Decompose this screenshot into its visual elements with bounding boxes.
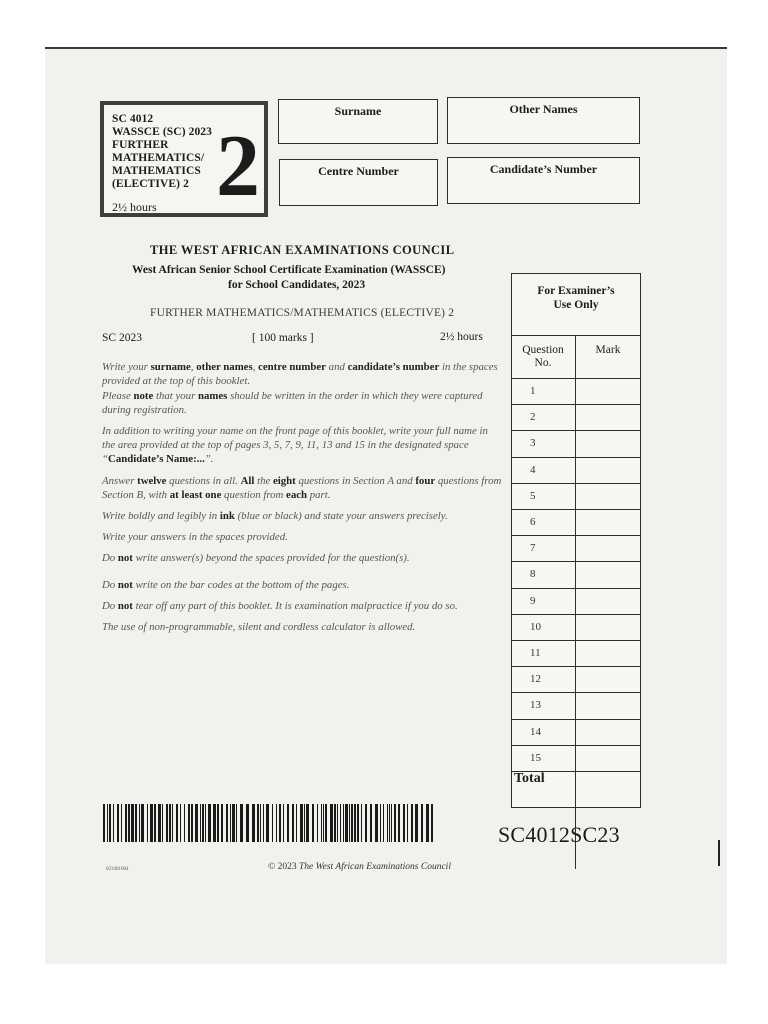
question-number: 2	[530, 411, 536, 424]
table-row-divider	[512, 404, 640, 405]
table-row-divider	[512, 745, 640, 746]
question-number: 15	[530, 751, 541, 764]
exam-title: West African Senior School Certificate Examination (WASSCE)	[132, 264, 446, 276]
mark-cell[interactable]	[578, 747, 638, 769]
copyright-line: © 2023 The West African Examinations Council	[268, 862, 451, 872]
code-line: FURTHER	[112, 139, 169, 151]
exam-code: SC 2023	[102, 332, 142, 344]
code-line: SC 4012	[112, 113, 154, 125]
mark-cell[interactable]	[578, 563, 638, 585]
table-row-divider	[512, 614, 640, 615]
page-edge-mark	[718, 840, 720, 866]
question-number: 6	[530, 516, 536, 528]
other-names-field[interactable]	[447, 97, 640, 144]
candidate-number-label: Candidate’s Number	[489, 162, 598, 176]
table-row-divider	[512, 509, 640, 510]
question-number: 11	[530, 647, 541, 659]
mark-cell[interactable]	[578, 694, 638, 716]
question-number: 10	[530, 620, 541, 633]
candidate-number-field[interactable]	[447, 157, 640, 204]
code-line: MATHEMATICS	[112, 165, 201, 177]
question-no-header: Question No.	[522, 344, 564, 369]
instruction-7: Do not write answer(s) beyond the spaces provided for the question(s).	[102, 552, 410, 564]
mark-cell[interactable]	[578, 406, 638, 428]
question-number: 13	[530, 699, 541, 712]
question-number: 1	[530, 385, 536, 397]
mark-cell[interactable]	[578, 590, 638, 612]
mark-cell[interactable]	[578, 537, 638, 559]
instruction-1: Write your surname, other names, centre number and candidate’s number in the spaces provided at the top of this booklet.	[102, 361, 498, 387]
small-code: 023401004	[106, 867, 129, 872]
mark-cell[interactable]	[578, 485, 638, 507]
mark-cell[interactable]	[578, 380, 638, 402]
table-row-divider	[512, 692, 640, 693]
subject-title: FURTHER MATHEMATICS/MATHEMATICS (ELECTIVE) 2	[150, 307, 455, 319]
centre-number-label: Centre Number	[318, 164, 399, 178]
duration-label: 2½ hours	[112, 200, 157, 214]
barcode	[103, 804, 433, 842]
table-row-divider	[512, 535, 640, 536]
question-number: 9	[530, 594, 536, 607]
mark-cell[interactable]	[578, 459, 638, 481]
mark-cell[interactable]	[578, 642, 638, 664]
instruction-9: Do not tear off any part of this booklet. It is examination malpractice if you do so.	[102, 600, 458, 612]
question-number: 5	[530, 489, 536, 502]
examiner-use-table	[511, 273, 641, 808]
surname-label: Surname	[334, 104, 382, 118]
total-marks: [ 100 marks ]	[252, 332, 314, 344]
centre-number-field[interactable]	[279, 159, 438, 206]
council-title: THE WEST AFRICAN EXAMINATIONS COUNCIL	[150, 243, 455, 257]
instruction-10: The use of non-programmable, silent and cordless calculator is allowed.	[102, 621, 416, 633]
paper-code-box	[100, 101, 268, 217]
instruction-2: Please note that your names should be written in the order in which they were captured during registration.	[102, 390, 483, 416]
paper-number: 2	[216, 118, 260, 215]
exam-duration: 2½ hours	[440, 331, 483, 343]
table-row-divider	[512, 483, 640, 484]
table-row-divider	[512, 588, 640, 589]
instruction-6: Write your answers in the spaces provided.	[102, 531, 288, 543]
code-line: WASSCE (SC) 2023	[112, 126, 213, 138]
question-number: 4	[530, 463, 536, 476]
surname-field[interactable]	[278, 99, 438, 144]
instruction-3: In addition to writing your name on the front page of this booklet, write your full name in the area provided at the top of pages 3, 5, 7, 9, 11, 13 and 15 in the designated space “Candidate’s Name:...”.	[102, 425, 488, 465]
mark-cell[interactable]	[578, 721, 638, 743]
total-label: Total	[514, 771, 545, 786]
table-row-divider	[512, 378, 640, 379]
examiner-table-header	[512, 274, 640, 336]
table-row-divider	[512, 666, 640, 667]
instruction-5: Write boldly and legibly in ink (blue or black) and state your answers precisely.	[102, 510, 448, 522]
table-row-divider	[512, 640, 640, 641]
instruction-4: Answer twelve questions in all. All the eight questions in Section A and four questions from Section B, with at least one question from each part.	[102, 475, 502, 501]
examiner-title: For Examiner’s Use Only	[537, 285, 615, 311]
exam-subtitle: for School Candidates, 2023	[228, 279, 366, 291]
mark-cell[interactable]	[578, 668, 638, 690]
question-number: 12	[530, 673, 541, 686]
question-number: 7	[530, 542, 536, 555]
instruction-8: Do not write on the bar codes at the bottom of the pages.	[102, 579, 350, 591]
code-line: MATHEMATICS/	[112, 152, 205, 164]
other-names-label: Other Names	[509, 102, 578, 116]
mark-cell[interactable]	[578, 432, 638, 454]
question-number: 8	[530, 568, 536, 581]
mark-cell[interactable]	[578, 511, 638, 533]
question-number: 3	[530, 437, 536, 450]
serial-number: SC4012SC23	[498, 822, 620, 847]
mark-cell[interactable]	[578, 616, 638, 638]
table-row-divider	[512, 457, 640, 458]
table-row-divider	[512, 561, 640, 562]
question-number: 14	[530, 725, 541, 738]
mark-header: Mark	[595, 344, 621, 356]
table-row-divider	[512, 719, 640, 720]
table-row-divider	[512, 430, 640, 431]
code-line: (ELECTIVE) 2	[112, 178, 189, 190]
